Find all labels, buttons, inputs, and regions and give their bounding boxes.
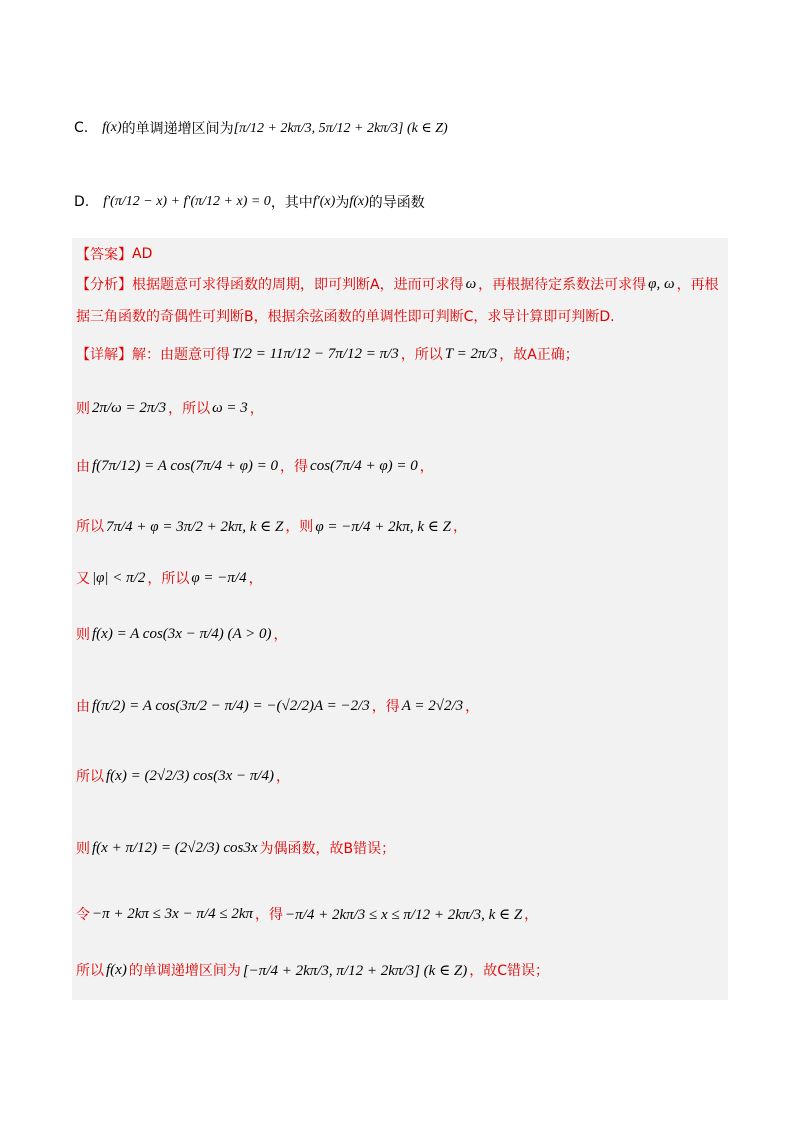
detail-l3-expr-1: f(7π/12) = A cos(7π/4 + φ) = 0 bbox=[92, 457, 279, 474]
detail-l1-text-2: ，所以 bbox=[400, 347, 443, 363]
detail-l2-text-1: 则 bbox=[76, 401, 90, 417]
detail-line-11 bbox=[76, 960, 549, 980]
option-d-fprime: f′(x) bbox=[312, 194, 336, 209]
detail-l7-text-3: ， bbox=[465, 699, 480, 715]
analysis-text-1: 根据题意可求得函数的周期，即可判断A，进而可求得 bbox=[132, 277, 464, 293]
detail-l8-expr-1: f(x) = (2√2/3) cos(3x − π/4) bbox=[106, 767, 275, 784]
detail-line-6 bbox=[76, 624, 288, 644]
option-c-text: 的单调递增区间为 bbox=[121, 121, 234, 137]
analysis-phi-omega: φ, ω bbox=[648, 275, 675, 292]
option-d-label: D. bbox=[74, 194, 90, 210]
detail-l5-text-2: ，所以 bbox=[147, 571, 190, 587]
detail-l2-expr-1: 2π/ω = 2π/3 bbox=[92, 399, 167, 416]
detail-l1-text-3: ，故A正确； bbox=[499, 347, 579, 363]
detail-l5-expr-2: φ = −π/4 bbox=[191, 569, 247, 586]
detail-line-2 bbox=[76, 398, 264, 418]
detail-line-8 bbox=[76, 766, 290, 786]
detail-l9-text-2: 为偶函数，故B错误； bbox=[259, 841, 396, 857]
detail-l9-text-1: 则 bbox=[76, 841, 90, 857]
analysis-text-4: 据三角函数的奇偶性可判断B，根据余弦函数的单调性即可判断C，求导计算即可判断D. bbox=[76, 309, 615, 325]
detail-line-7 bbox=[76, 696, 479, 716]
option-d-text-mid: ，其中 bbox=[270, 195, 313, 211]
detail-l1-text-1: 解：由题意可得 bbox=[132, 347, 230, 363]
detail-l11-text-3: ，故C错误； bbox=[469, 963, 550, 979]
detail-l4-text-3: ， bbox=[452, 519, 467, 535]
detail-line-9 bbox=[76, 838, 395, 858]
detail-l4-text-1: 所以 bbox=[76, 519, 104, 535]
detail-l11-expr-1: f(x) bbox=[106, 961, 127, 978]
analysis-line-1 bbox=[76, 274, 719, 294]
analysis-tag: 【分析】 bbox=[76, 277, 132, 293]
detail-line-1 bbox=[76, 344, 579, 364]
detail-l4-expr-2: φ = −π/4 + 2kπ, k ∈ Z bbox=[315, 518, 451, 535]
detail-l3-expr-2: cos(7π/4 + φ) = 0 bbox=[310, 457, 418, 474]
answer-line bbox=[76, 244, 152, 264]
detail-l10-expr-1: −π + 2kπ ≤ 3x − π/4 ≤ 2kπ bbox=[92, 905, 254, 922]
analysis-line-2 bbox=[76, 306, 615, 326]
option-c-fx: f(x) bbox=[102, 120, 122, 135]
detail-l6-text-1: 则 bbox=[76, 627, 90, 643]
detail-l3-text-3: ， bbox=[419, 459, 434, 475]
option-d-text-wei: 为 bbox=[335, 195, 350, 211]
detail-l5-expr-1: |φ| < π/2 bbox=[92, 569, 146, 586]
analysis-omega: ω bbox=[465, 275, 477, 292]
detail-l4-text-2: ，则 bbox=[285, 519, 314, 535]
option-d-text-end: 的导函数 bbox=[368, 195, 425, 211]
detail-l5-text-1: 又 bbox=[76, 571, 90, 587]
answer-tag: 【答案】 bbox=[76, 247, 132, 263]
detail-l10-text-1: 令 bbox=[76, 907, 90, 923]
detail-l8-text-2: ， bbox=[276, 769, 291, 785]
option-d-expr: f′(π/12 − x) + f′(π/12 + x) = 0 bbox=[103, 194, 271, 209]
detail-l11-text-2: 的单调递增区间为 bbox=[128, 963, 241, 979]
option-c-interval: [π/12 + 2kπ/3, 5π/12 + 2kπ/3] (k ∈ Z) bbox=[233, 120, 448, 136]
detail-l9-expr-1: f(x + π/12) = (2√2/3) cos3x bbox=[92, 839, 258, 856]
detail-l10-text-3: ， bbox=[524, 907, 539, 923]
answer-value: AD bbox=[132, 246, 153, 262]
detail-l1-expr-1: T/2 = 11π/12 − 7π/12 = π/3 bbox=[232, 345, 399, 362]
detail-line-3 bbox=[76, 456, 434, 476]
detail-l2-expr-2: ω = 3 bbox=[212, 399, 248, 416]
detail-l3-text-2: ，得 bbox=[280, 459, 309, 475]
detail-line-4 bbox=[76, 516, 467, 536]
detail-l10-expr-2: −π/4 + 2kπ/3 ≤ x ≤ π/12 + 2kπ/3, k ∈ Z bbox=[285, 906, 523, 923]
detail-l1-expr-2: T = 2π/3 bbox=[444, 345, 498, 362]
detail-l2-text-3: ， bbox=[249, 401, 264, 417]
detail-l7-text-2: ，得 bbox=[371, 699, 400, 715]
detail-l11-expr-2: [−π/4 + 2kπ/3, π/12 + 2kπ/3] (k ∈ Z) bbox=[242, 962, 468, 979]
detail-l8-text-1: 所以 bbox=[76, 769, 104, 785]
detail-line-10 bbox=[76, 904, 538, 924]
detail-l10-text-2: ，得 bbox=[255, 907, 284, 923]
detail-l5-text-3: ， bbox=[248, 571, 263, 587]
detail-l7-text-1: 由 bbox=[76, 699, 90, 715]
analysis-text-3: ，再根 bbox=[676, 277, 719, 293]
option-d bbox=[74, 192, 425, 212]
detail-l2-text-2: ，所以 bbox=[168, 401, 211, 417]
analysis-text-2: ，再根据待定系数法可求得 bbox=[478, 277, 647, 293]
detail-line-5 bbox=[76, 568, 263, 588]
option-c-label: C. bbox=[74, 120, 89, 136]
detail-l7-expr-2: A = 2√2/3 bbox=[401, 697, 464, 714]
detail-l3-text-1: 由 bbox=[76, 459, 90, 475]
detail-l7-expr-1: f(π/2) = A cos(3π/2 − π/4) = −(√2/2)A = −2/3 bbox=[92, 697, 370, 714]
detail-l4-expr-1: 7π/4 + φ = 3π/2 + 2kπ, k ∈ Z bbox=[106, 518, 284, 535]
detail-l6-expr-1: f(x) = A cos(3x − π/4) (A > 0) bbox=[92, 625, 272, 642]
option-d-fx: f(x) bbox=[349, 194, 369, 209]
option-c bbox=[74, 118, 448, 138]
detail-l6-text-2: ， bbox=[273, 627, 288, 643]
detail-l11-text-1: 所以 bbox=[76, 963, 104, 979]
detail-tag: 【详解】 bbox=[76, 347, 132, 363]
